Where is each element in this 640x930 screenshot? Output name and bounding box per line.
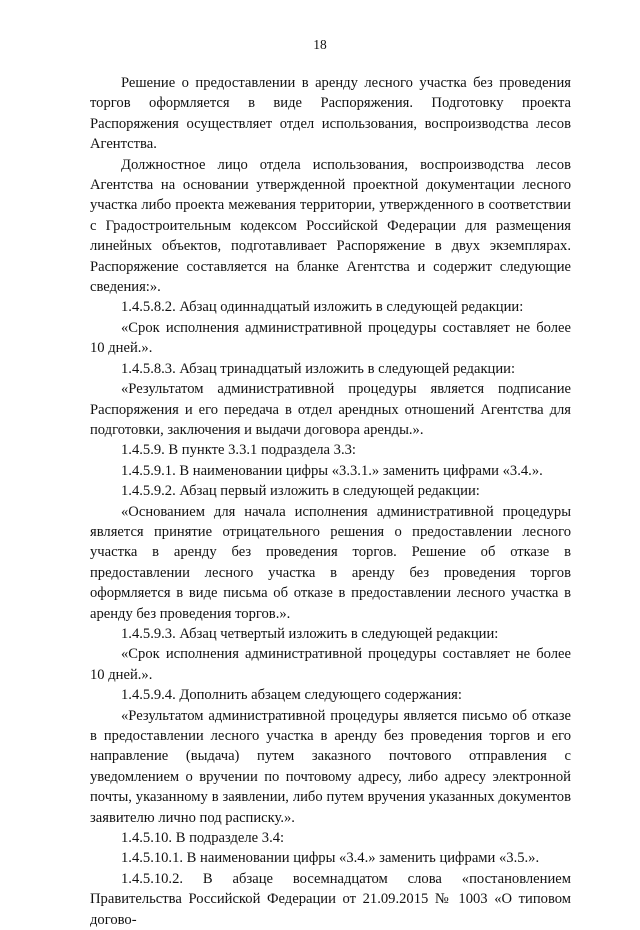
paragraph-amendment-1-4-5-9-2: 1.4.5.9.2. Абзац первый изложить в следующей редакции: [121, 483, 480, 500]
page-number: 18 [313, 37, 327, 52]
paragraph-term-10-days-second: «Срок исполнения административной процедуры составляет не более 10 дней.». [90, 646, 571, 683]
paragraph-result-signing: «Результатом административной процедуры является подписание Распоряжения и его передача в отдел арендных отношений Агентства для подготовки, заключения и выдачи договора аренды.». [90, 381, 571, 438]
paragraph-decision-form: Решение о предоставлении в аренду лесного участка без проведения торгов оформляется в виде Распоряжения. Подготовку проекта Распоряжения осуществляет отдел использования, воспроизводства лесов Агентства. [90, 75, 571, 153]
paragraph-amendment-1-4-5-8-3: 1.4.5.8.3. Абзац тринадцатый изложить в следующей редакции: [121, 360, 516, 377]
paragraph-amendment-1-4-5-8-2: 1.4.5.8.2. Абзац одиннадцатый изложить в следующей редакции: [121, 299, 524, 316]
paragraph-result-refusal-letter: «Результатом административной процедуры является письмо об отказе в предоставлении лесного участка в аренду без проведения торгов и его направление (выдача) путем заказного почтового отправления с уведомлением о вручении по почтовому адресу, либо адресу электронной почты, указанному в заявлении, либо путем вручения указанных документов заявителю лично под расписку.». [90, 707, 571, 826]
paragraph-amendment-1-4-5-9-1: 1.4.5.9.1. В наименовании цифры «3.3.1.» заменить цифрами «3.4.». [121, 462, 543, 479]
paragraph-amendment-1-4-5-10-1: 1.4.5.10.1. В наименовании цифры «3.4.» заменить цифрами «3.5.». [121, 850, 540, 867]
paragraph-amendment-1-4-5-9-4: 1.4.5.9.4. Дополнить абзацем следующего содержания: [121, 687, 462, 704]
paragraph-amendment-1-4-5-10-2: 1.4.5.10.2. В абзаце восемнадцатом слова «постановлением Правительства Российской Федерации от 21.09.2015 № 1003 «О типовом догово- [90, 870, 571, 928]
paragraph-amendment-1-4-5-9: 1.4.5.9. В пункте 3.3.1 подраздела 3.3: [121, 442, 356, 459]
document-body [90, 73, 571, 930]
paragraph-basis-negative-decision: «Основанием для начала исполнения административной процедуры является принятие отрицательного решения о предоставлении лесного участка в аренду без проведения торгов. Решение об отказе в предоставлении лесного участка в аренду без проведения торгов оформляется в виде письма об отказе в предоставлении лесного участка в аренду без проведения торгов.». [90, 503, 571, 622]
paragraph-official-prepares-order: Должностное лицо отдела использования, воспроизводства лесов Агентства на основании утвержденной проектной документации лесного участка либо проекта межевания территории, утвержденного в соответствии с Градостроительным кодексом Российской Федерации для размещения линейных объектов, подготавливает Распоряжение в двух экземплярах. Распоряжение составляется на бланке Агентства и содержит следующие сведения:». [90, 156, 571, 296]
paragraph-term-10-days: «Срок исполнения административной процедуры составляет не более 10 дней.». [90, 319, 571, 357]
paragraph-amendment-1-4-5-9-3: 1.4.5.9.3. Абзац четвертый изложить в следующей редакции: [121, 625, 499, 642]
paragraph-amendment-1-4-5-10: 1.4.5.10. В подразделе 3.4: [121, 830, 285, 847]
